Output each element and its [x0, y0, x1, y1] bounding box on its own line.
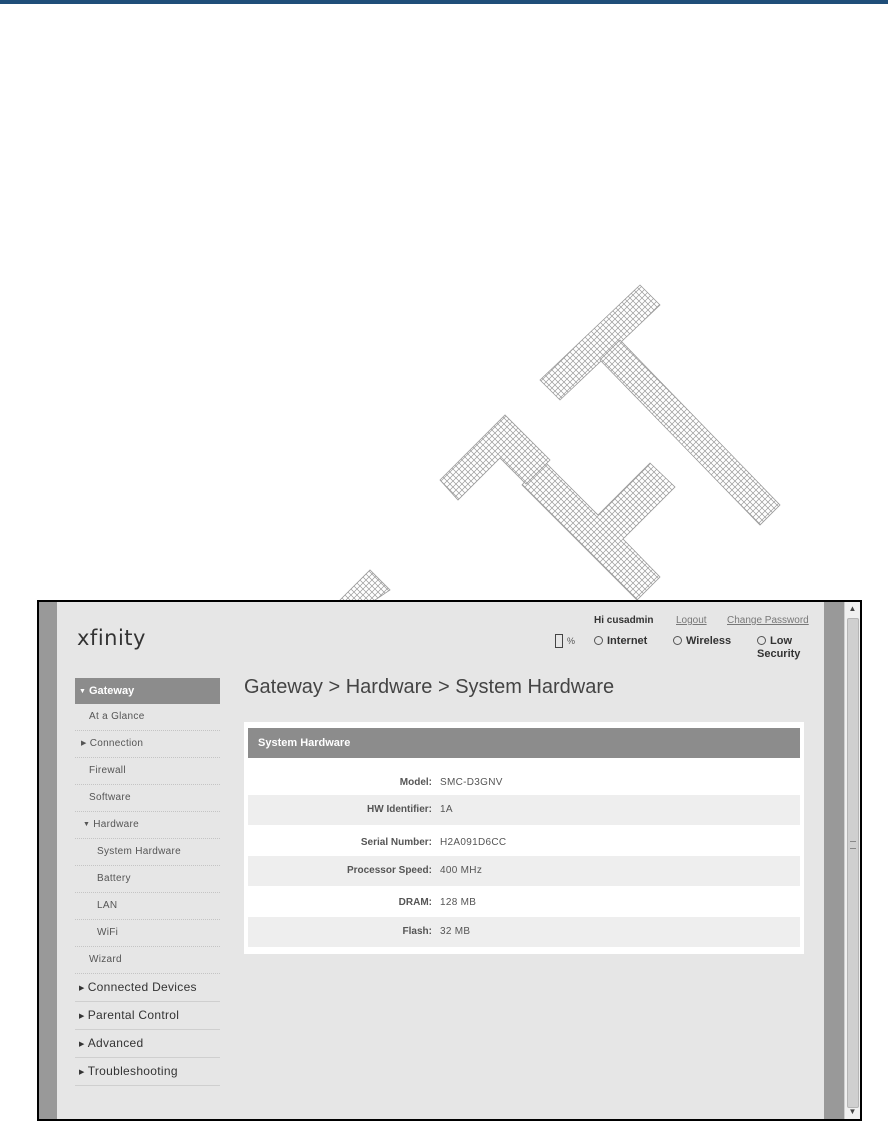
- grip-icon: [850, 841, 856, 849]
- sidebar-item-at-a-glance[interactable]: At a Glance: [75, 704, 220, 731]
- wireless-status: Wireless: [673, 635, 731, 647]
- sidebar-item-firewall[interactable]: Firewall: [75, 758, 220, 785]
- sidebar-item-wifi[interactable]: WiFi: [75, 920, 220, 947]
- row-value: 32 MB: [440, 926, 471, 937]
- sidebar-nav: [75, 678, 220, 1086]
- row-value: H2A091D6CC: [440, 837, 507, 848]
- table-row: [248, 768, 800, 798]
- scroll-up-icon[interactable]: ▲: [848, 604, 857, 613]
- panel-title: System Hardware: [248, 728, 800, 758]
- left-gutter: [39, 602, 57, 1119]
- row-label: Flash:: [402, 926, 432, 937]
- table-row: [248, 856, 800, 886]
- logout-link[interactable]: Logout: [676, 615, 707, 626]
- change-password-link[interactable]: Change Password: [727, 615, 809, 626]
- status-dot-icon: [594, 636, 603, 645]
- xfinity-logo: xfinity: [77, 626, 146, 650]
- battery-icon: [555, 634, 563, 648]
- caret-right-icon: ▶: [79, 1041, 85, 1048]
- row-value: 1A: [440, 804, 453, 815]
- document-top-rule: [0, 0, 888, 4]
- sidebar-section-gateway[interactable]: ▼ Gateway: [75, 678, 220, 704]
- caret-right-icon: ▶: [79, 1013, 85, 1020]
- sidebar-item-wizard[interactable]: Wizard: [75, 947, 220, 974]
- row-label: HW Identifier:: [367, 804, 432, 815]
- battery-percent: %: [567, 636, 576, 646]
- system-hardware-panel: [244, 722, 804, 954]
- check-circle-icon: [673, 636, 682, 645]
- sidebar-item-battery[interactable]: Battery: [75, 866, 220, 893]
- row-label: DRAM:: [398, 897, 432, 908]
- user-greeting: Hi cusadmin: [594, 615, 654, 626]
- caret-right-icon: ▶: [79, 985, 85, 992]
- sidebar-item-advanced[interactable]: ▶ Advanced: [75, 1030, 220, 1058]
- table-row: [248, 795, 800, 825]
- caret-right-icon: ▶: [81, 740, 87, 747]
- row-value: SMC-D3GNV: [440, 777, 503, 788]
- caret-down-icon: ▼: [79, 688, 86, 695]
- caret-right-icon: ▶: [79, 1069, 85, 1076]
- vertical-scrollbar[interactable]: [844, 602, 860, 1119]
- sidebar-item-connection[interactable]: ▶ Connection: [75, 731, 220, 758]
- sidebar-item-connected-devices[interactable]: ▶ Connected Devices: [75, 974, 220, 1002]
- sidebar-item-hardware[interactable]: ▼ Hardware: [75, 812, 220, 839]
- caret-down-icon: ▼: [83, 821, 91, 828]
- sidebar-item-system-hardware[interactable]: System Hardware: [75, 839, 220, 866]
- status-dot-icon: [757, 636, 766, 645]
- security-status: Low Security: [757, 635, 801, 660]
- table-row: [248, 917, 800, 947]
- sidebar-item-software[interactable]: Software: [75, 785, 220, 812]
- right-gutter: [824, 602, 844, 1119]
- sidebar-item-troubleshooting[interactable]: ▶ Troubleshooting: [75, 1058, 220, 1086]
- router-admin-screenshot: [37, 600, 862, 1121]
- page-title: Gateway > Hardware > System Hardware: [244, 676, 615, 698]
- row-label: Processor Speed:: [346, 865, 432, 876]
- row-label: Model:: [399, 777, 432, 788]
- internet-status: Internet: [594, 635, 647, 647]
- draft-watermark: [330, 280, 790, 610]
- row-value: 128 MB: [440, 897, 477, 908]
- sidebar-item-parental-control[interactable]: ▶ Parental Control: [75, 1002, 220, 1030]
- table-row: [248, 888, 800, 918]
- row-value: 400 MHz: [440, 865, 483, 876]
- row-label: Serial Number:: [360, 837, 432, 848]
- scroll-thumb[interactable]: [847, 618, 859, 1108]
- scroll-down-icon[interactable]: ▼: [848, 1107, 857, 1116]
- sidebar-item-lan[interactable]: LAN: [75, 893, 220, 920]
- table-row: [248, 828, 800, 858]
